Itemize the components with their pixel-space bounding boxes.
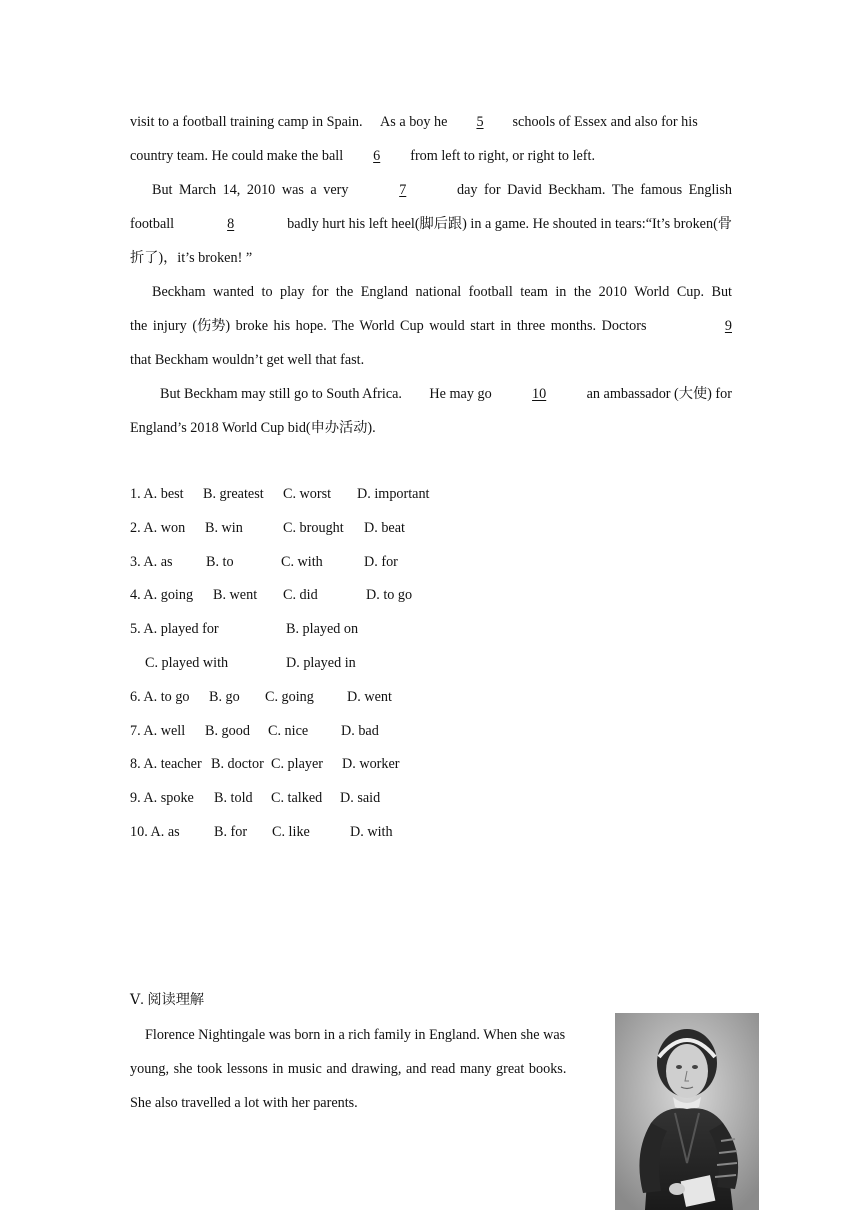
florence-nightingale-portrait (615, 1013, 759, 1210)
text: football (130, 216, 175, 232)
reading-line-1 (145, 1025, 565, 1045)
reading-line-2 (130, 1059, 600, 1079)
option-choice[interactable]: 2. A. won (130, 519, 186, 536)
option-choice[interactable]: 3. A. as (130, 553, 173, 570)
option-choice[interactable]: B. told (214, 790, 253, 807)
blank-10[interactable]: 10 (532, 386, 547, 402)
option-choice[interactable]: B. went (213, 587, 258, 604)
passage-line-9 (160, 384, 732, 404)
option-choice[interactable]: C. did (283, 587, 318, 604)
option-choice[interactable]: D. to go (366, 587, 413, 604)
text: schools of Essex and also for his (512, 114, 698, 130)
option-choice[interactable]: D. played in (286, 655, 356, 671)
option-choice[interactable]: C. nice (268, 722, 309, 739)
text: But Beckha (160, 386, 227, 402)
option-choice[interactable]: 5. A. played for (130, 621, 219, 638)
option-choice[interactable]: 7. A. well (130, 722, 186, 739)
option-choice[interactable]: B. win (205, 519, 243, 536)
option-choice[interactable]: B. doctor (211, 756, 264, 773)
option-choice[interactable]: C. with (281, 553, 323, 570)
option-choice[interactable]: D. with (350, 824, 393, 840)
text: the injury (伤势) broke his hope. The World Cup would start in three months. Doctors (130, 318, 647, 334)
option-choice[interactable]: D. went (347, 688, 392, 705)
text: elled a lot with her parents. (203, 1095, 358, 1111)
option-choice[interactable]: B. played on (286, 621, 359, 638)
text: But March 14, 2010 was a very (152, 182, 349, 198)
text: tingale was born in a rich family in England. When she was (226, 1027, 566, 1043)
blank-6[interactable]: 6 (373, 148, 381, 164)
reading-line-3 (130, 1093, 358, 1113)
option-choice[interactable]: D. said (340, 790, 381, 807)
option-choice[interactable]: D. for (364, 553, 398, 570)
section-title: Ⅴ. 阅读理解 (130, 992, 205, 1008)
passage-line-7 (130, 316, 732, 336)
blank-7[interactable]: 7 (399, 182, 407, 198)
option-choice[interactable]: D. worker (342, 756, 400, 773)
option-choice[interactable]: 4. A. going (130, 587, 194, 604)
text: from left to right, or right to left. (410, 148, 596, 164)
text: Florence Nigh (145, 1027, 227, 1043)
option-choice[interactable]: 6. A. to go (130, 688, 190, 705)
text: y (130, 1061, 138, 1077)
option-choice[interactable]: 9. A. spoke (130, 790, 194, 807)
option-choice[interactable]: D. important (357, 486, 430, 502)
blank-8[interactable]: 8 (227, 216, 235, 232)
option-choice[interactable]: 10. A. as (130, 824, 180, 840)
text: country team. He could make the ball (130, 148, 344, 164)
option-choice[interactable]: B. to (206, 553, 234, 570)
passage-line-6: Beckham wanted to play for the England national football team in the 2010 World Cup. But (152, 284, 732, 300)
text: day for David Beckham. The famous English (456, 182, 732, 198)
text: She also trav (130, 1095, 204, 1111)
passage-line-2 (130, 146, 732, 166)
text: He may go (429, 386, 492, 402)
passage-line-8: that Beckham wouldn’t get well that fast. (130, 352, 365, 368)
passage-line-10: England’s 2018 World Cup bid(申办活动). (130, 420, 376, 436)
option-choice[interactable]: C. worst (283, 486, 332, 502)
text: visit to a foot (130, 114, 206, 130)
passage-line-1 (130, 112, 732, 132)
option-choice[interactable]: C. talked (271, 790, 323, 807)
passage-line-4 (130, 214, 732, 234)
text: badly hurt his left heel(脚后跟) in a game. He shouted in tears:“It’s broken(骨 (287, 216, 732, 232)
text: As a boy he (380, 114, 448, 130)
option-choice[interactable]: B. for (214, 824, 248, 840)
option-choice[interactable]: D. bad (341, 722, 379, 739)
passage-line-5: 折了)，it’s broken! ” (130, 250, 253, 266)
option-choice[interactable]: C. brought (283, 519, 344, 536)
option-choice[interactable]: C. played with (145, 655, 229, 671)
option-choice[interactable]: C. going (265, 688, 314, 705)
option-choice[interactable]: D. beat (364, 519, 405, 536)
option-choice[interactable]: C. like (272, 824, 310, 840)
option-choice[interactable]: B. good (205, 722, 250, 739)
text: oung, she took lessons in music and drawing, and read many great books. (137, 1061, 567, 1077)
option-choice[interactable]: 1. A. best (130, 486, 184, 502)
blank-5[interactable]: 5 (476, 114, 484, 130)
passage-line-3 (152, 180, 732, 200)
blank-9[interactable]: 9 (724, 318, 732, 334)
text (160, 384, 402, 404)
text: ball training camp in Spain. (205, 114, 363, 130)
text: m may still go to South Africa. (226, 386, 402, 402)
option-choice[interactable]: 8. A. teacher (130, 756, 202, 773)
option-choice[interactable]: B. greatest (203, 486, 264, 502)
text: an ambassador (大使) for (586, 386, 732, 402)
option-choice[interactable]: C. player (271, 756, 324, 773)
option-choice[interactable]: B. go (209, 688, 240, 705)
